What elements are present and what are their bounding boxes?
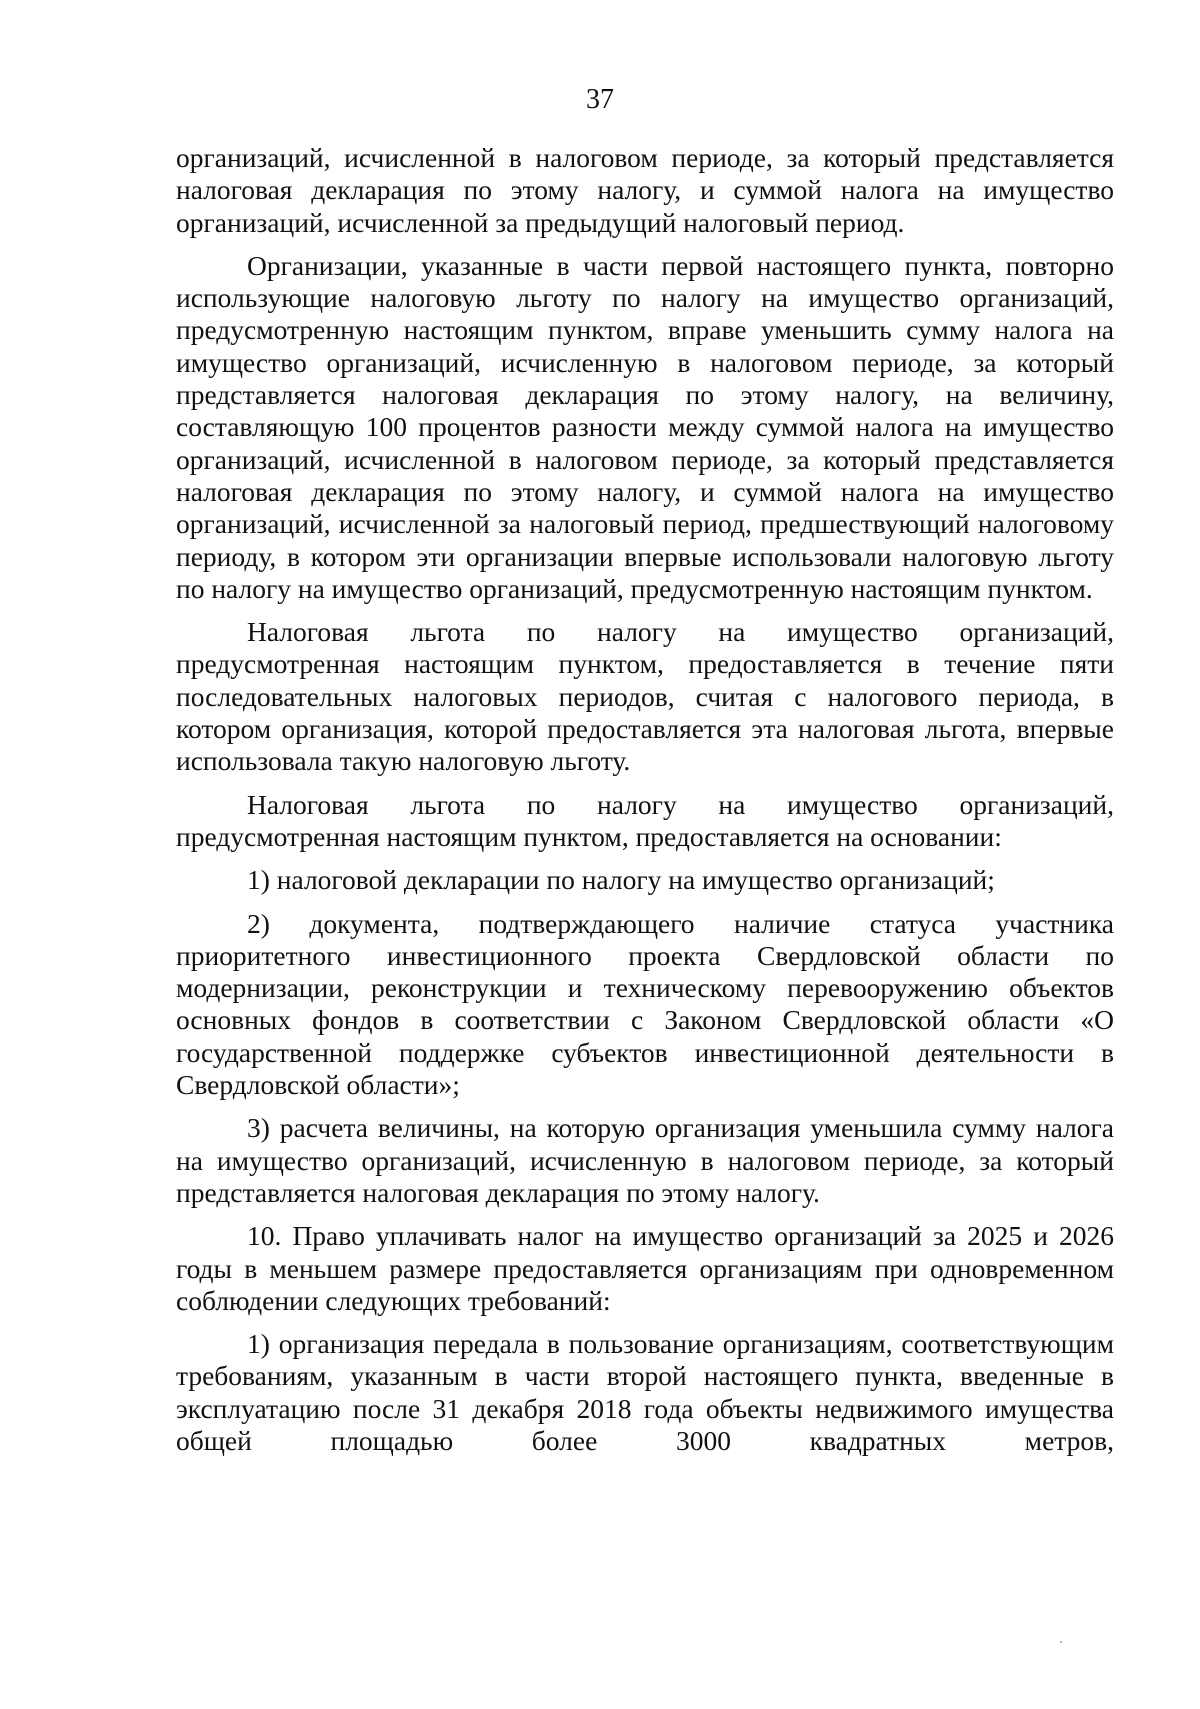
list-item-1-organization: 1) организация передала в пользование организациям, соответствующим требованиям, указанным в части второй настоящего пункта, введенные в эксплуатацию после 31 декабря 2018 года объекты недвижимого имущества общей площадью более 3000 квадратных метров,	[176, 1328, 1114, 1456]
page-number: 37	[586, 84, 614, 115]
paragraph-continuation: организаций, исчисленной в налоговом периоде, за который представляется налоговая декларация по этому налогу, и суммой налога на имущество организаций, исчисленной за предыдущий налоговый период.	[176, 142, 1114, 238]
paragraph-benefit-basis: Налоговая льгота по налогу на имущество организаций, предусмотренная настоящим пунктом, предоставляется на основании:	[176, 788, 1114, 852]
list-item-3-calculation: 3) расчета величины, на которую организация уменьшила сумму налога на имущество организаций, исчисленную в налоговом периоде, за который представляется налоговая декларация по этому налогу.	[176, 1112, 1114, 1208]
paragraph-benefit-duration: Налоговая льгота по налогу на имущество организаций, предусмотренная настоящим пунктом, предоставляется в течение пяти последовательных налоговых периодов, считая с налогового периода, в котором организация, которой предоставляется эта налоговая льгота, впервые использовала такую налоговую льготу.	[176, 616, 1114, 777]
list-item-2-document: 2) документа, подтверждающего наличие статуса участника приоритетного инвестиционного проекта Свердловской области по модернизации, реконструкции и техническому перевооружению объектов основных фондов в соответствии с Законом Свердловской области «О государственной поддержке субъектов инвестиционной деятельности в Свердловской области»;	[176, 907, 1114, 1101]
document-body	[176, 142, 1114, 1468]
paragraph-repeat-benefit: Организации, указанные в части первой настоящего пункта, повторно использующие налоговую льготу по налогу на имущество организаций, предусмотренную настоящим пунктом, вправе уменьшить сумму налога на имущество организаций, исчисленную в налоговом периоде, за который представляется налоговая декларация по этому налогу, на величину, составляющую 100 процентов разности между суммой налога на имущество организаций, исчисленной в налоговом периоде, за который представляется налоговая декларация по этому налогу, и суммой налога на имущество организаций, исчисленной за налоговый период, предшествующий налоговому периоду, в котором эти организации впервые использовали налоговую льготу по налогу на имущество организаций, предусмотренную настоящим пунктом.	[176, 249, 1114, 604]
paragraph-point-10: 10. Право уплачивать налог на имущество организаций за 2025 и 2026 годы в меньшем размере предоставляется организациям при одновременном соблюдении следующих требований:	[176, 1220, 1114, 1316]
list-item-1-declaration: 1) налоговой декларации по налогу на имущество организаций;	[247, 864, 995, 896]
scan-speck	[1060, 1641, 1062, 1643]
